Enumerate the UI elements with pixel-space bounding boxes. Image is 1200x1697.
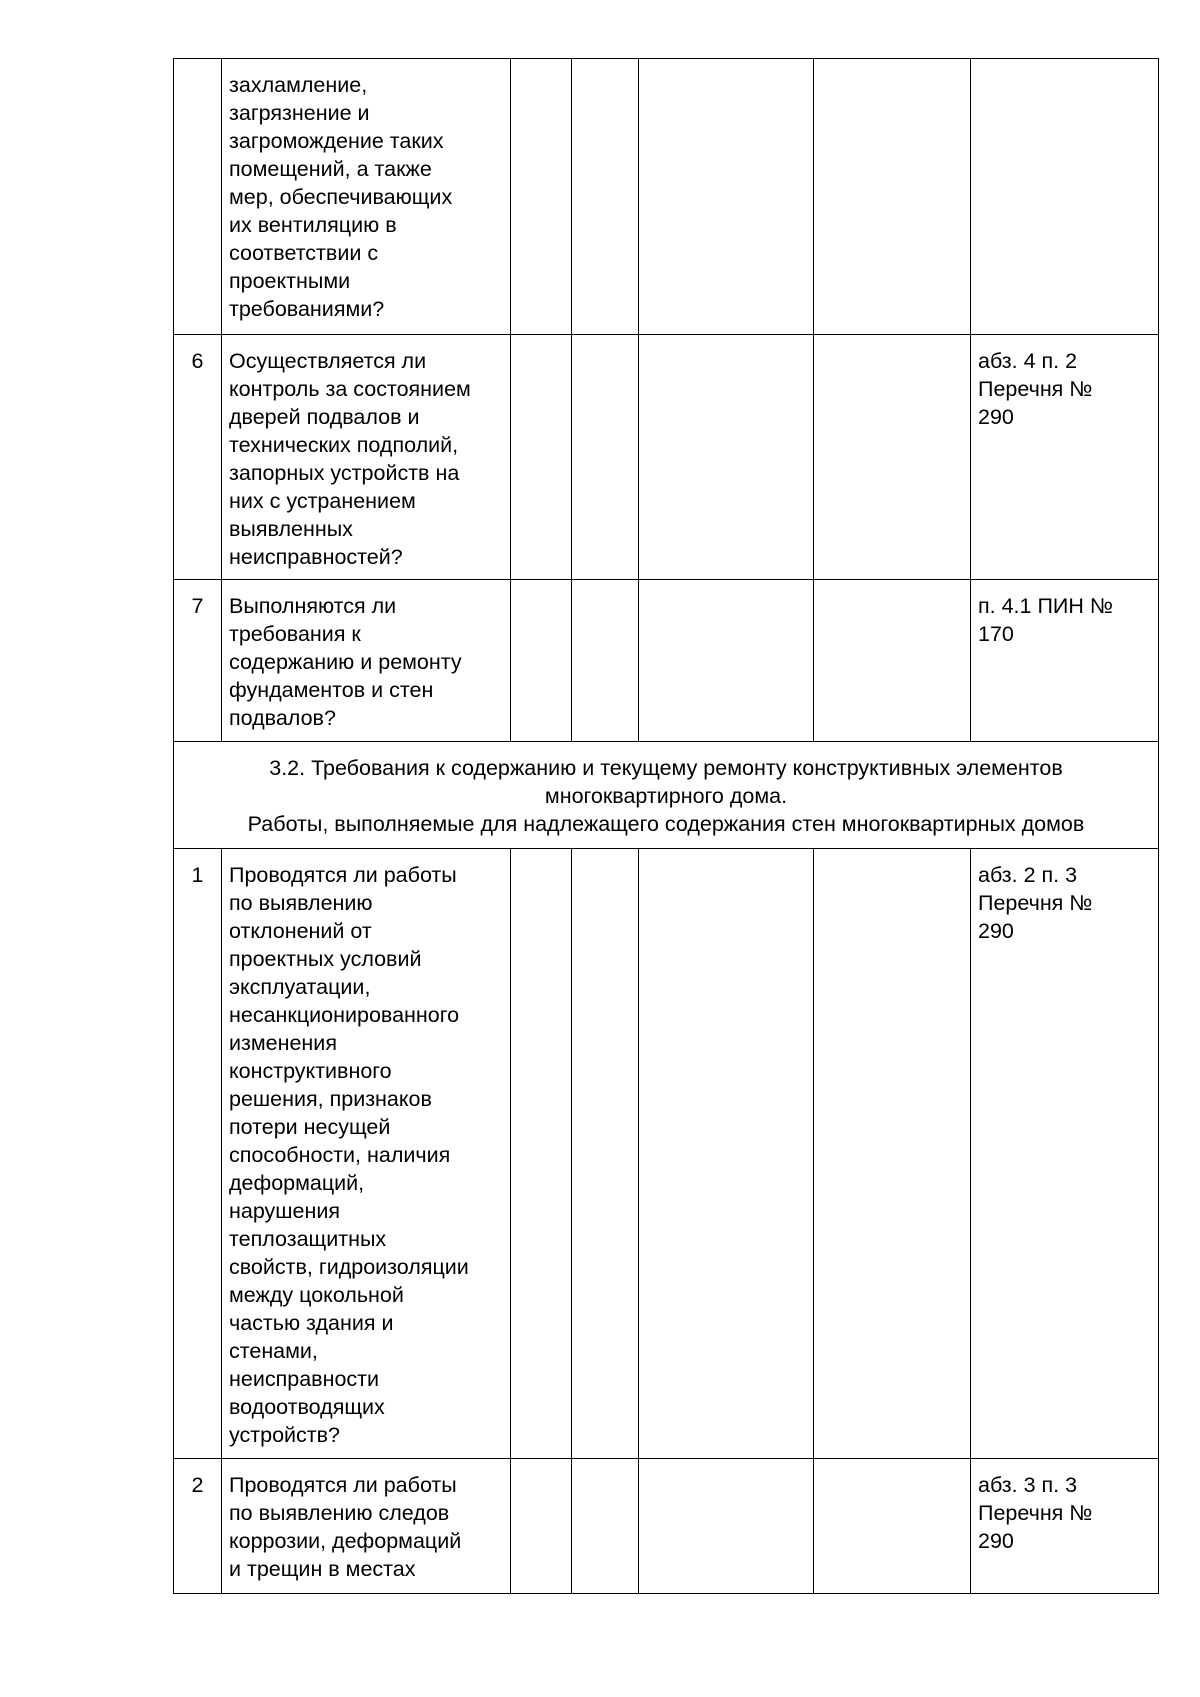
answer-cell-no — [572, 1459, 639, 1594]
answer-cell-yes — [511, 59, 572, 335]
section-header — [174, 742, 1159, 849]
answer-cell-no — [572, 849, 639, 1459]
answer-cell-na — [639, 335, 814, 580]
note-cell — [814, 580, 971, 742]
question-text: Выполняются ли требования к содержанию и ремонту фундаментов и стен подвалов? — [222, 580, 511, 742]
answer-cell-na — [639, 849, 814, 1459]
section-title-line2: многоквартирного дома. — [544, 784, 788, 808]
answer-cell-yes — [511, 580, 572, 742]
question-text: захламление, загрязнение и загромождение таких помещений, а также мер, обеспечивающих их вентиляцию в соответствии с проектными требованиями? — [222, 59, 511, 335]
note-cell — [814, 1459, 971, 1594]
table-row — [174, 580, 1159, 742]
row-number — [174, 59, 222, 335]
reference-text: п. 4.1 ПИН № 170 — [971, 580, 1159, 742]
table-row — [174, 1459, 1159, 1594]
table-row — [174, 335, 1159, 580]
row-number: 6 — [174, 335, 222, 580]
table-row — [174, 59, 1159, 335]
checklist-table — [173, 58, 1159, 1594]
section-subtitle: Работы, выполняемые для надлежащего содержания стен многоквартирных домов — [247, 812, 1085, 836]
row-number: 7 — [174, 580, 222, 742]
answer-cell-yes — [511, 1459, 572, 1594]
reference-text — [971, 59, 1159, 335]
section-title-line1: 3.2. Требования к содержанию и текущему ремонту конструктивных элементов — [269, 756, 1063, 780]
answer-cell-no — [572, 335, 639, 580]
reference-text: абз. 3 п. 3 Перечня № 290 — [971, 1459, 1159, 1594]
table-row — [174, 849, 1159, 1459]
question-text: Осуществляется ли контроль за состоянием дверей подвалов и технических подполий, запорных устройств на них с устранением выявленных неисправностей? — [222, 335, 511, 580]
question-text: Проводятся ли работы по выявлению отклонений от проектных условий эксплуатации, несанкционированного изменения конструктивного решения, признаков потери несущей способности, наличия деформаций, нарушения теплозащитных свойств, гидроизоляции между цокольной частью здания и стенами, неисправности водоотводящих устройств? — [222, 849, 511, 1459]
answer-cell-no — [572, 59, 639, 335]
answer-cell-yes — [511, 335, 572, 580]
section-header-row — [174, 742, 1159, 849]
question-text: Проводятся ли работы по выявлению следов коррозии, деформаций и трещин в местах — [222, 1459, 511, 1594]
note-cell — [814, 849, 971, 1459]
note-cell — [814, 335, 971, 580]
answer-cell-na — [639, 1459, 814, 1594]
answer-cell-yes — [511, 849, 572, 1459]
row-number: 2 — [174, 1459, 222, 1594]
reference-text: абз. 4 п. 2 Перечня № 290 — [971, 335, 1159, 580]
answer-cell-na — [639, 580, 814, 742]
reference-text: абз. 2 п. 3 Перечня № 290 — [971, 849, 1159, 1459]
answer-cell-na — [639, 59, 814, 335]
row-number: 1 — [174, 849, 222, 1459]
note-cell — [814, 59, 971, 335]
answer-cell-no — [572, 580, 639, 742]
